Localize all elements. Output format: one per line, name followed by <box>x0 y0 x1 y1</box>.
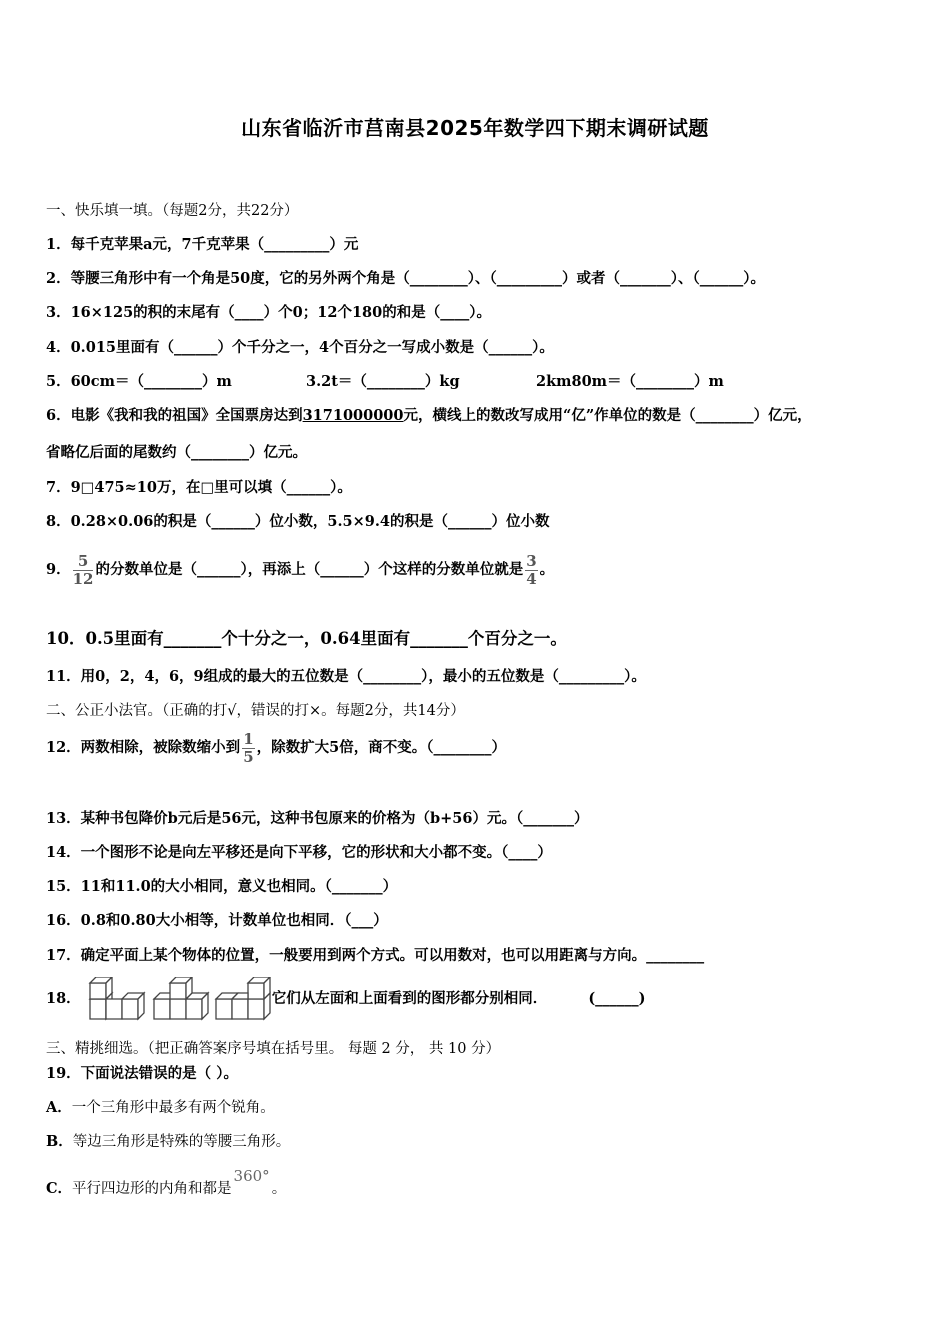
question-13: 13．某种书包降价b元后是56元，这种书包原来的价格为（b+56）元。（_______） <box>46 810 589 827</box>
question-19: 19．下面说法错误的是（ ）。 <box>46 1065 238 1082</box>
question-16: 16．0.8和0.80大小相等，计数单位也相同．（___） <box>46 912 388 929</box>
fraction-numerator: 5 <box>73 553 94 571</box>
fraction-5-12 <box>73 553 94 588</box>
option-c <box>46 1167 287 1206</box>
question-17: 17．确定平面上某个物体的位置，一般要用到两个方式。可以用数对，也可以用距离与方向。________ <box>46 947 705 964</box>
cube-figure-1 <box>90 977 144 1019</box>
fraction-denominator: 5 <box>243 747 254 766</box>
question-10: 10．0.5里面有_______个十分之一，0.64里面有_______个百分之一。 <box>46 629 567 648</box>
question-18-number: 18． <box>46 990 81 1007</box>
option-c-text: 平行四边形的内角和都是 <box>72 1181 232 1197</box>
question-12-before: 12．两数相除，被除数缩小到 <box>46 739 241 756</box>
fraction-3-4 <box>525 553 537 588</box>
section3-header: 三、精挑细选。（把正确答案序号填在括号里。 每题 2 分， 共 10 分） <box>46 1041 501 1057</box>
question-5-part-a: 5．60cm＝（________）m <box>46 373 232 390</box>
question-9 <box>46 552 554 588</box>
question-6-line2: 省略亿后面的尾数约（________）亿元。 <box>46 444 307 461</box>
question-18-blank: (______) <box>588 990 646 1007</box>
question-7: 7．9□475≈10万，在□里可以填（______）。 <box>46 479 352 496</box>
cube-figure-3 <box>216 977 270 1019</box>
page-title: 山东省临沂市莒南县2025年数学四下期末调研试题 <box>241 116 709 140</box>
fraction-denominator: 12 <box>72 569 94 588</box>
question-2: 2．等腰三角形中有一个角是50度，它的另外两个角是（________）、（_________）或者（_______）、（______）。 <box>46 270 766 287</box>
question-9-number: 9． <box>46 561 71 578</box>
question-11: 11．用0，2，4，6，9组成的最大的五位数是（________），最小的五位数是（_________）。 <box>46 668 646 685</box>
option-a-text: 一个三角形中最多有两个锐角。 <box>71 1100 275 1116</box>
question-14: 14．一个图形不论是向左平移还是向下平移，它的形状和大小都不变。（____） <box>46 844 552 861</box>
question-8: 8．0.28×0.06的积是（______）位小数，5.5×9.4的积是（______）位小数 <box>46 513 550 530</box>
question-3: 3．16×125的积的末尾有（____）个0；12个180的和是（____）。 <box>46 304 491 321</box>
option-c-end: 。 <box>271 1181 287 1197</box>
question-4: 4．0.015里面有（______）个千分之一，4个百分之一写成小数是（______）。 <box>46 339 554 356</box>
question-5-part-b: 3.2t＝（________）kg <box>306 373 460 390</box>
question-1: 1．每千克苹果a元，7千克苹果（_________）元 <box>46 236 359 253</box>
question-6 <box>46 406 812 426</box>
question-15: 15．11和11.0的大小相同，意义也相同。（_______） <box>46 878 398 895</box>
cube-figure-2 <box>154 977 208 1019</box>
question-6-number: 3171000000 <box>302 407 404 424</box>
fraction-numerator: 3 <box>526 551 537 570</box>
option-c-value: 360° <box>233 1167 270 1185</box>
question-6-after: 元，横线上的数改写成用“亿”作单位的数是（________）亿元， <box>403 407 812 424</box>
question-18-text: 它们从左面和上面看到的图形都分别相同． <box>271 990 548 1007</box>
option-b-letter: B． <box>46 1133 73 1150</box>
question-18 <box>46 976 646 1022</box>
fraction-1-5 <box>242 731 254 766</box>
cube-arrangements-icon <box>86 977 272 1021</box>
section2-header: 二、公正小法官。（正确的打√，错误的打×。每题2分，共14分） <box>46 703 465 719</box>
fraction-numerator: 1 <box>243 729 254 748</box>
question-5-part-c: 2km80m＝（________）m <box>536 373 724 390</box>
option-b-text: 等边三角形是特殊的等腰三角形。 <box>72 1134 291 1150</box>
fraction-denominator: 4 <box>526 569 537 588</box>
question-9-end: 。 <box>539 561 555 578</box>
question-9-text: 的分数单位是（______），再添上（______）个这样的分数单位就是 <box>95 561 524 578</box>
option-a-letter: A． <box>46 1099 72 1116</box>
question-6-before: 6．电影《我和我的祖国》全国票房达到 <box>46 407 303 424</box>
option-b <box>46 1132 290 1152</box>
question-12-after: ，除数扩大5倍，商不变。（________） <box>256 739 506 756</box>
question-12 <box>46 730 506 766</box>
option-a <box>46 1098 275 1118</box>
option-c-letter: C． <box>46 1180 73 1197</box>
section1-header: 一、快乐填一填。（每题2分，共22分） <box>46 203 299 219</box>
